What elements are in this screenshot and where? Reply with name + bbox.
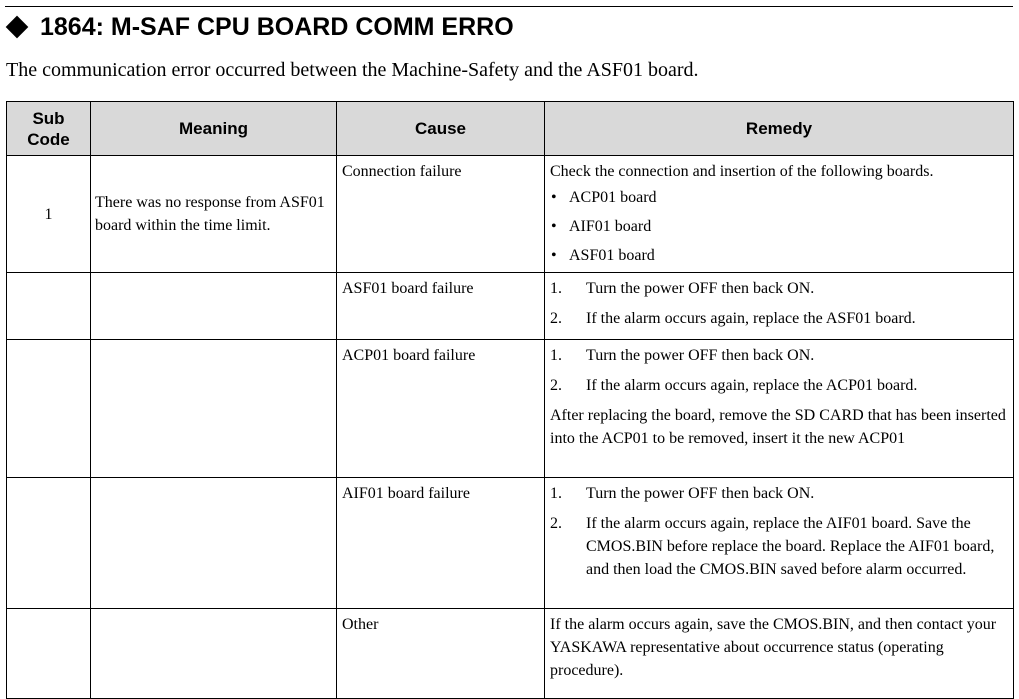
sub-code-cell — [7, 478, 91, 609]
top-rule — [5, 6, 1013, 7]
diamond-icon — [6, 16, 29, 39]
step-text: Turn the power OFF then back ON. — [586, 485, 815, 502]
step-item — [550, 344, 1008, 367]
table-row — [7, 340, 1014, 478]
step-number: 2. — [550, 310, 562, 327]
header-meaning: Meaning — [91, 102, 337, 156]
bullet-text: AIF01 board — [569, 218, 652, 235]
meaning-cell — [91, 273, 337, 340]
step-text: If the alarm occurs again, replace the ASF01 board. — [586, 310, 916, 327]
step-text: If the alarm occurs again, replace the AIF01 board. Save the CMOS.BIN before replace the board. Replace the AIF01 board, and then load the CMOS.BIN saved before alarm occurred. — [586, 515, 995, 578]
header-code-label: Code — [27, 129, 70, 149]
remedy-cell — [545, 340, 1014, 478]
header-sub-code — [7, 102, 91, 156]
alarm-table — [6, 101, 1014, 699]
step-number: 1. — [550, 485, 562, 502]
header-sub-label: Sub — [32, 108, 65, 128]
sub-code-cell — [7, 340, 91, 478]
bullet-text: ACP01 board — [569, 189, 657, 206]
table-row — [7, 478, 1014, 609]
cause-cell: ASF01 board failure — [337, 273, 545, 340]
alarm-description: The communication error occurred between the Machine-Safety and the ASF01 board. — [6, 59, 699, 81]
meaning-cell — [91, 478, 337, 609]
bullet-text: ASF01 board — [569, 247, 655, 264]
sub-code-cell — [7, 609, 91, 699]
step-item — [550, 307, 1008, 330]
remedy-cell — [545, 478, 1014, 609]
step-text: Turn the power OFF then back ON. — [586, 347, 815, 364]
step-number: 1. — [550, 280, 562, 297]
step-item — [550, 277, 1008, 300]
remedy-note: After replacing the board, remove the SD CARD that has been inserted into the ACP01 to be removed, insert it the new ACP01 — [550, 407, 1006, 447]
step-text: Turn the power OFF then back ON. — [586, 280, 815, 297]
step-item — [550, 482, 1008, 505]
table-row — [7, 273, 1014, 340]
table-row — [7, 609, 1014, 699]
step-item — [550, 374, 1008, 397]
list-item — [550, 241, 1008, 270]
header-remedy: Remedy — [545, 102, 1014, 156]
remedy-intro: Check the connection and insertion of the following boards. — [550, 163, 934, 180]
step-number: 1. — [550, 347, 562, 364]
cause-cell: ACP01 board failure — [337, 340, 545, 478]
bullet-mark: • — [551, 218, 557, 235]
meaning-cell — [91, 609, 337, 699]
bullet-mark: • — [551, 247, 557, 264]
cause-cell: Other — [337, 609, 545, 699]
header-row — [7, 102, 1014, 156]
step-number: 2. — [550, 377, 562, 394]
step-item — [550, 512, 1008, 581]
bullet-mark: • — [551, 189, 557, 206]
remedy-cell — [545, 273, 1014, 340]
cause-cell: AIF01 board failure — [337, 478, 545, 609]
remedy-cell — [545, 156, 1014, 273]
remedy-cell: If the alarm occurs again, save the CMOS.BIN, and then contact your YASKAWA representative about occurrence status (operating procedure). — [545, 609, 1014, 699]
step-number: 2. — [550, 515, 562, 532]
table-row — [7, 156, 1014, 273]
alarm-heading — [5, 13, 514, 42]
header-cause: Cause — [337, 102, 545, 156]
sub-code-cell — [7, 273, 91, 340]
step-text: If the alarm occurs again, replace the ACP01 board. — [586, 377, 918, 394]
list-item — [550, 183, 1008, 212]
meaning-cell: There was no response from ASF01 board within the time limit. — [91, 156, 337, 273]
alarm-title: 1864: M-SAF CPU BOARD COMM ERRO — [40, 13, 514, 41]
sub-code-cell: 1 — [7, 156, 91, 273]
meaning-cell — [91, 340, 337, 478]
cause-cell: Connection failure — [337, 156, 545, 273]
list-item — [550, 212, 1008, 241]
